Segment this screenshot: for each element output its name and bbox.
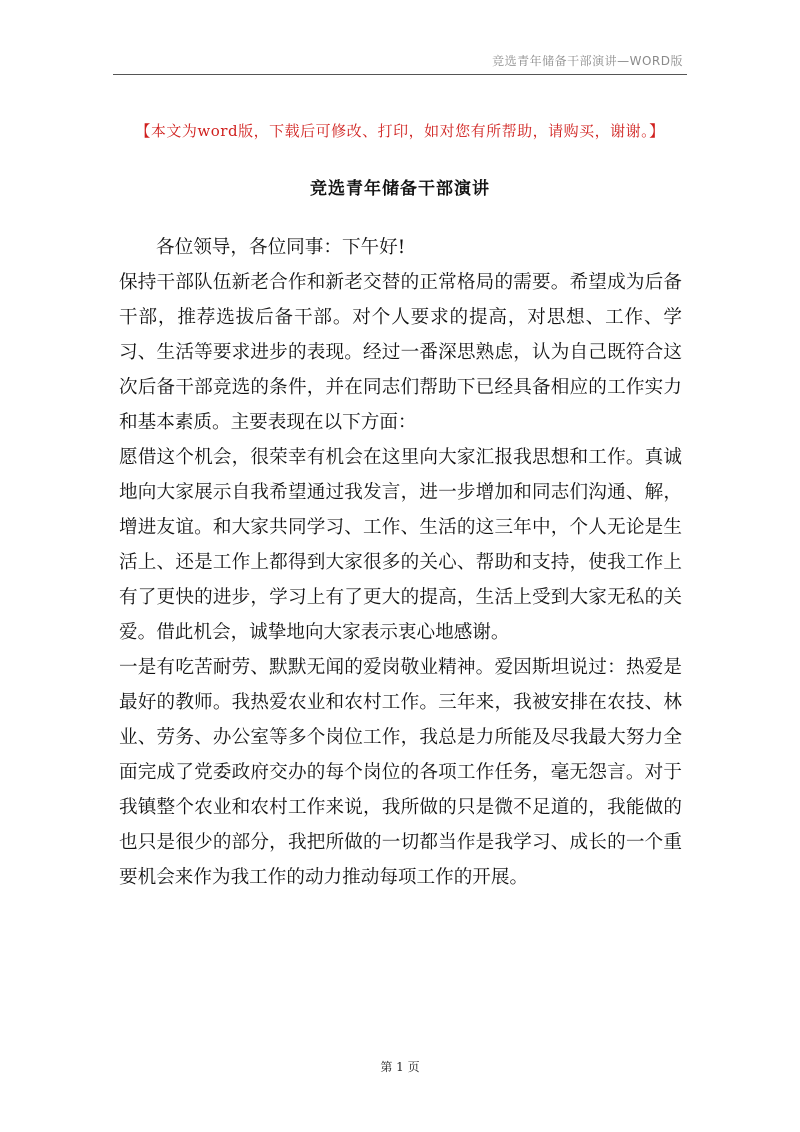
header-divider [113,74,687,75]
document-body [119,230,682,895]
page-number: 第 1 页 [380,1060,420,1074]
body-paragraph-1: 保持干部队伍新老合作和新老交替的正常格局的需要。希望成为后备干部，推荐选拔后备干部。对个人要求的提高，对思想、工作、学习、生活等要求进步的表现。经过一番深思熟虑，认为自己既符合这次后备干部竞选的条件，并在同志们帮助下已经具备相应的工作实力和基本素质。主要表现在以下方面： [119,272,682,433]
running-header: 竞选青年储备干部演讲—WORD版 [492,54,683,68]
document-title: 竞选青年储备干部演讲 [310,179,490,199]
body-paragraph-2: 愿借这个机会，很荣幸有机会在这里向大家汇报我思想和工作。真诚地向大家展示自我希望通过我发言，进一步增加和同志们沟通、解，增进友谊。和大家共同学习、工作、生活的这三年中，个人无论是生活上、还是工作上都得到大家很多的关心、帮助和支持，使我工作上有了更快的进步，学习上有了更大的提高，生活上受到大家无私的关爱。借此机会，诚挚地向大家表示衷心地感谢。 [119,447,682,643]
greeting-paragraph: 各位领导，各位同事：下午好! [156,237,406,258]
download-notice: 【本文为word版，下载后可修改、打印，如对您有所帮助，请购买，谢谢。】 [135,122,665,140]
body-paragraph-3: 一是有吃苦耐劳、默默无闻的爱岗敬业精神。爱因斯坦说过：热爱是最好的教师。我热爱农业和农村工作。三年来，我被安排在农技、林业、劳务、办公室等多个岗位工作，我总是力所能及尽我最大努力全面完成了党委政府交办的每个岗位的各项工作任务，毫无怨言。对于我镇整个农业和农村工作来说，我所做的只是微不足道的，我能做的也只是很少的部分，我把所做的一切都当作是我学习、成长的一个重要机会来作为我工作的动力推动每项工作的开展。 [119,657,682,888]
